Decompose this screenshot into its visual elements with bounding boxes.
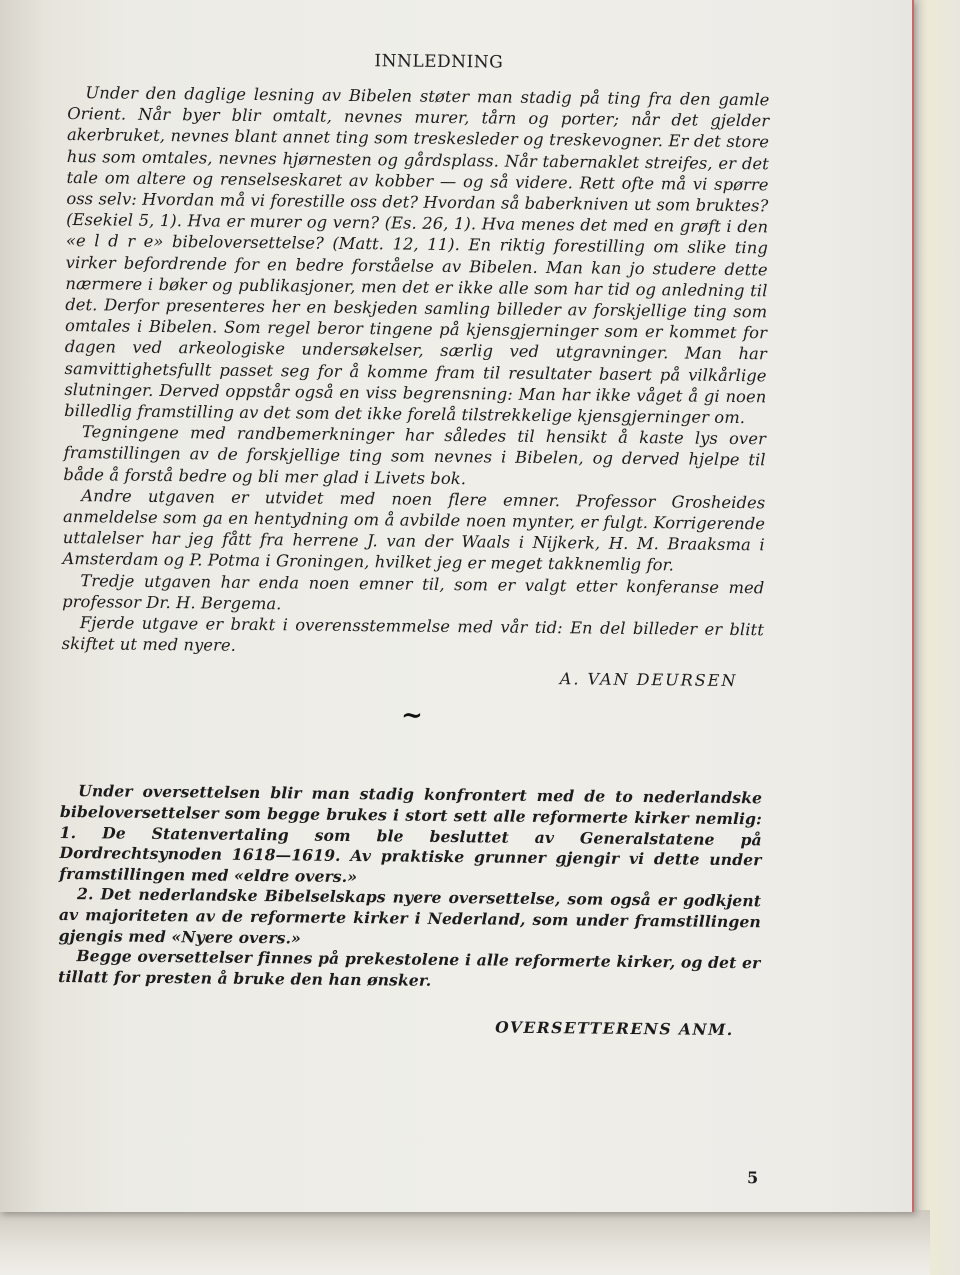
intro-paragraph-4: Tredje utgaven har enda noen emner til, som er valgt etter konferanse med professor Dr. H. Bergema. — [62, 570, 765, 614]
page-stack-edge — [0, 1210, 930, 1275]
intro-paragraph-1: Under den daglige lesning av Bibelen støter man stadig på ting fra den gamle Orient. Når byer blir omtalt, nevnes murer, tårn og porter; når det gjelder akerbruket, nevnes blant annet ting som treskesleder og treskevogner. Er det store hus som omtales, nevnes hjørnesten og gårdsplass. Når tabernaklet streifes, er det tale om altere og renselseskaret av kobber — og så videre. Rett ofte må vi spørre oss selv: Hvordan må vi forestille oss det? Hvordan så baberkniven ut som bruktes? (Esekiel 5, 1). Hva er murer og vern? (Es. 26, 1). Hva menes det med en grøft i den «e l d r e» bibeloversettelse? (Matt. 12, 11). En riktig forestilling om slike ting virker befordrende for en bedre forståelse av Bibelen. Man kan jo studere dette nærmere i bøker og publikasjoner, men det er ikke alle som har tid og anledning til det. Derfor presenteres her en beskjeden samling billeder av forskjellige ting som omtales i Bibelen. Som regel beror tingene på kjensgjerninger som er kommet for dagen ved arkeologiske undersøkelser, særlig ved utgravninger. Man har samvittighetsfullt passet seg for å komme fram til resultater basert på vilkårlige slutninger. Derved oppstår også en viss begrensning: Man har ikke våget å gi noen billedlig framstilling av det som det ikke forelå tilstrekkelige kjensgjerninger om. — [64, 83, 770, 428]
translator-note-paragraph-1: Under oversettelsen blir man stadig konfrontert med de to nederlandske bibeloversettelser som begge brukes i stort sett alle reformerte kirker nemlig: 1. De Statenvertaling som ble besluttet av Generalstatene på Dordrechtsynoden 1618—1619. Av praktiske grunner gjengir vi dette under framstillingen med «eldre overs.» — [59, 781, 763, 886]
translator-note-paragraph-3: Begge oversettelser finnes på prekestolene i alle reformerte kirker, og det er tillatt for presten å bruke den han ønsker. — [58, 946, 761, 990]
page-heading: INNLEDNING — [374, 51, 504, 73]
ornament-icon: ~ — [400, 701, 424, 732]
page-content — [56, 44, 770, 1201]
intro-paragraph-2: Tegningene med randbemerkninger har således til hensikt å kaste lys over framstillingen av de forskjellige ting som nevnes i Bibelen, og derved hjelpe til både å forstå bedre og bli mer glad i Livets bok. — [63, 422, 767, 488]
intro-paragraph-5: Fjerde utgave er brakt i overensstemmelse med vår tid: En del billeder er blitt skiftet ut med nyere. — [61, 613, 765, 656]
intro-paragraph-3: Andre utgaven er utvidet med noen flere emner. Professor Grosheides anmeldelse som ga en hentydning om å avbilde noen mynter, er fulgt. Korrigerende uttalelser har jeg fått fra herrene J. van der Waals i Nijkerk, H. M. Braaksma i Amsterdam og P. Potma i Groningen, hvilket jeg er meget takknemlig for. — [62, 486, 766, 575]
translator-signature: OVERSETTERENS ANM. — [495, 1017, 734, 1040]
book-cover-edge — [914, 0, 960, 1275]
translator-note-section — [58, 781, 762, 994]
intro-section — [62, 82, 770, 662]
page-number: 5 — [746, 1168, 759, 1188]
translator-note-paragraph-2: 2. Det nederlandske Bibelselskaps nyere oversettelse, som også er godkjent av majoriteten av de reformerte kirker i Nederland, som under framstillingen gjengis med «Nyere overs.» — [58, 884, 762, 948]
author-signature: A. VAN DEURSEN — [559, 669, 738, 691]
